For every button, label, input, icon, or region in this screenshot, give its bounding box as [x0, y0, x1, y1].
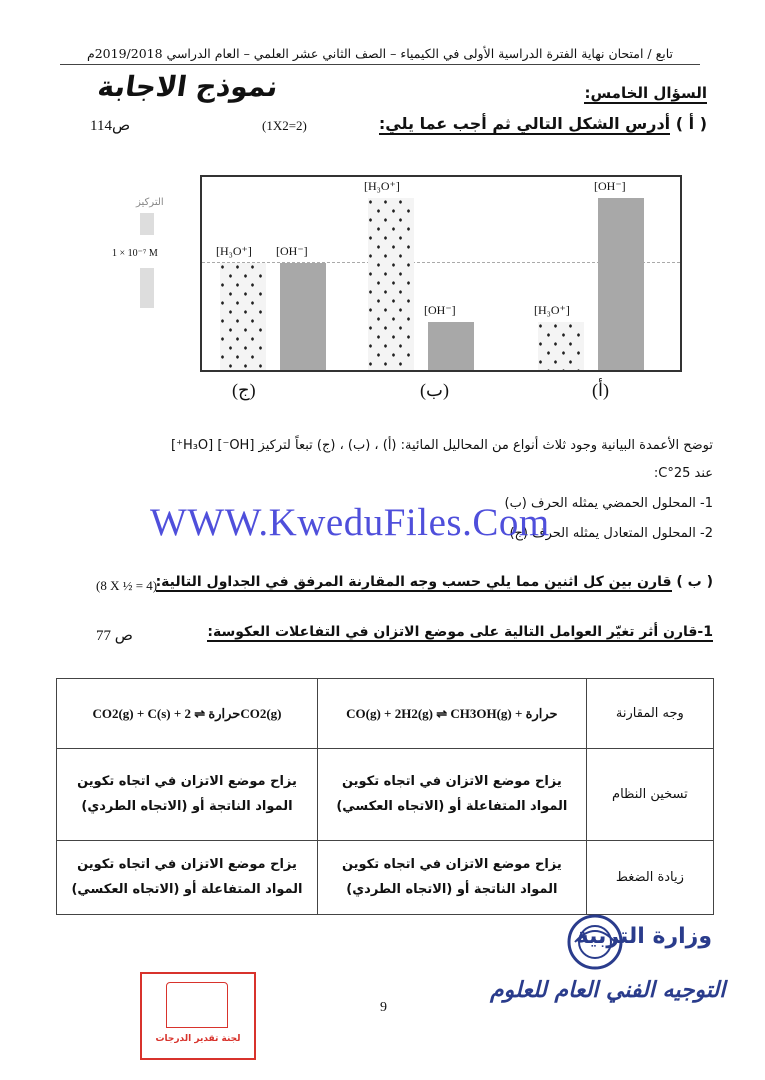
watermark: WWW.KweduFiles.Com — [150, 501, 550, 544]
bar-oh — [428, 322, 474, 370]
table-row — [57, 841, 714, 915]
part-a-text: أدرس الشكل التالي ثم أجب عما يلي: — [378, 114, 671, 133]
answer-item-2: 2- المحلول المتعادل يمثله الحرف (ج) — [509, 526, 713, 541]
bar-label: [H₃O⁺] — [534, 303, 570, 317]
bar-label: [OH⁻] — [424, 303, 456, 317]
explanation-line-2: عند 25°C: — [653, 466, 713, 481]
y-axis-marker — [140, 213, 154, 235]
bar-label: [OH⁻] — [594, 179, 626, 193]
bar-label: [H₃O⁺] — [364, 179, 400, 193]
bar-label: [OH⁻] — [276, 244, 308, 258]
part-b-prefix: ( ب ) — [676, 574, 713, 590]
group-label-c: (ج) — [232, 380, 256, 400]
comparison-table — [56, 678, 714, 915]
table-cell-aspect: تسخين النظام — [586, 749, 713, 841]
part-a-prefix: ( أ ) — [675, 114, 707, 133]
table-cell: يزاح موضع الاتزان في اتجاه تكوين المواد الناتجة أو (الاتجاه الطردي) — [57, 749, 318, 841]
table-cell-aspect-header: وجه المقارنة — [586, 679, 713, 749]
table-cell: يزاح موضع الاتزان في اتجاه تكوين المواد المتفاعلة أو (الاتجاه العكسي) — [317, 749, 586, 841]
part-a-instruction — [379, 114, 707, 133]
part-b-instruction — [156, 574, 713, 590]
table-cell-aspect: زيادة الضغط — [586, 841, 713, 915]
part-a-marks: (1X2=2) — [262, 118, 307, 133]
bar-oh — [280, 263, 326, 370]
stamp-text: لجنة تقدير الدرجات — [155, 1034, 241, 1044]
group-label-b: (ب) — [420, 380, 449, 400]
part-b-text: قارن بين كل اثنين مما يلي حسب وجه المقارنة المرفق في الجداول التالية: — [155, 574, 672, 590]
ministry-logo — [470, 910, 726, 1030]
explanation-line-1: توضح الأعمدة البيانية وجود ثلاث أنواع من المحاليل المائية: (أ) ، (ب) ، (ج) تبعاً لتركيز [OH⁻] [H₃O⁺] — [171, 438, 713, 453]
page-number: 9 — [380, 1000, 387, 1015]
question-title: السؤال الخامس: — [584, 84, 707, 102]
table-cell: يزاح موضع الاتزان في اتجاه تكوين المواد المتفاعلة أو (الاتجاه العكسي) — [57, 841, 318, 915]
y-axis-marker — [140, 268, 154, 308]
answer-item-1: 1- المحلول الحمضي يمثله الحرف (ب) — [504, 496, 713, 511]
bar-h3o — [538, 322, 584, 370]
header-divider — [60, 64, 700, 65]
table-header-row — [57, 679, 714, 749]
book-emblem-icon — [166, 982, 228, 1028]
concentration-chart — [200, 175, 682, 372]
ministry-name: وزارة التربية — [575, 924, 712, 949]
model-answer-title: نموذج الاجابة — [95, 70, 281, 103]
y-axis-concentration: 1 × 10⁻⁷ M — [112, 248, 158, 259]
part-a-page-ref: ص114 — [90, 118, 131, 134]
grading-stamp — [140, 972, 256, 1060]
section-1-page-ref: ص 77 — [96, 628, 133, 644]
table-cell-eq1: CO(g) + 2H2(g) ⇌ CH3OH(g) + حرارة — [317, 679, 586, 749]
bar-oh — [598, 198, 644, 370]
exam-header: تابع / امتحان نهاية الفترة الدراسية الأولى في الكيمياء – الصف الثاني عشر العلمي – العام الدراسي 2019/2018م — [86, 46, 674, 61]
table-row — [57, 749, 714, 841]
section-1-title: 1-قارن أثر تغيّر العوامل التالية على موضع الاتزان في التفاعلات العكوسة: — [207, 624, 713, 640]
table-cell: يزاح موضع الاتزان في اتجاه تكوين المواد الناتجة أو (الاتجاه الطردي) — [317, 841, 586, 915]
guidance-name: التوجيه الفني العام للعلوم — [490, 978, 726, 1003]
part-b-marks: (8 X ½ = 4) — [96, 578, 158, 593]
group-label-a: (أ) — [592, 380, 610, 400]
bar-h3o — [220, 263, 266, 370]
y-axis-label: التركيز — [136, 197, 164, 208]
bar-label: [H₃O⁺] — [216, 244, 252, 258]
bar-h3o — [368, 198, 414, 370]
table-cell-eq2: CO2(g) + C(s) + حرارة ⇌ 2CO2(g) — [57, 679, 318, 749]
